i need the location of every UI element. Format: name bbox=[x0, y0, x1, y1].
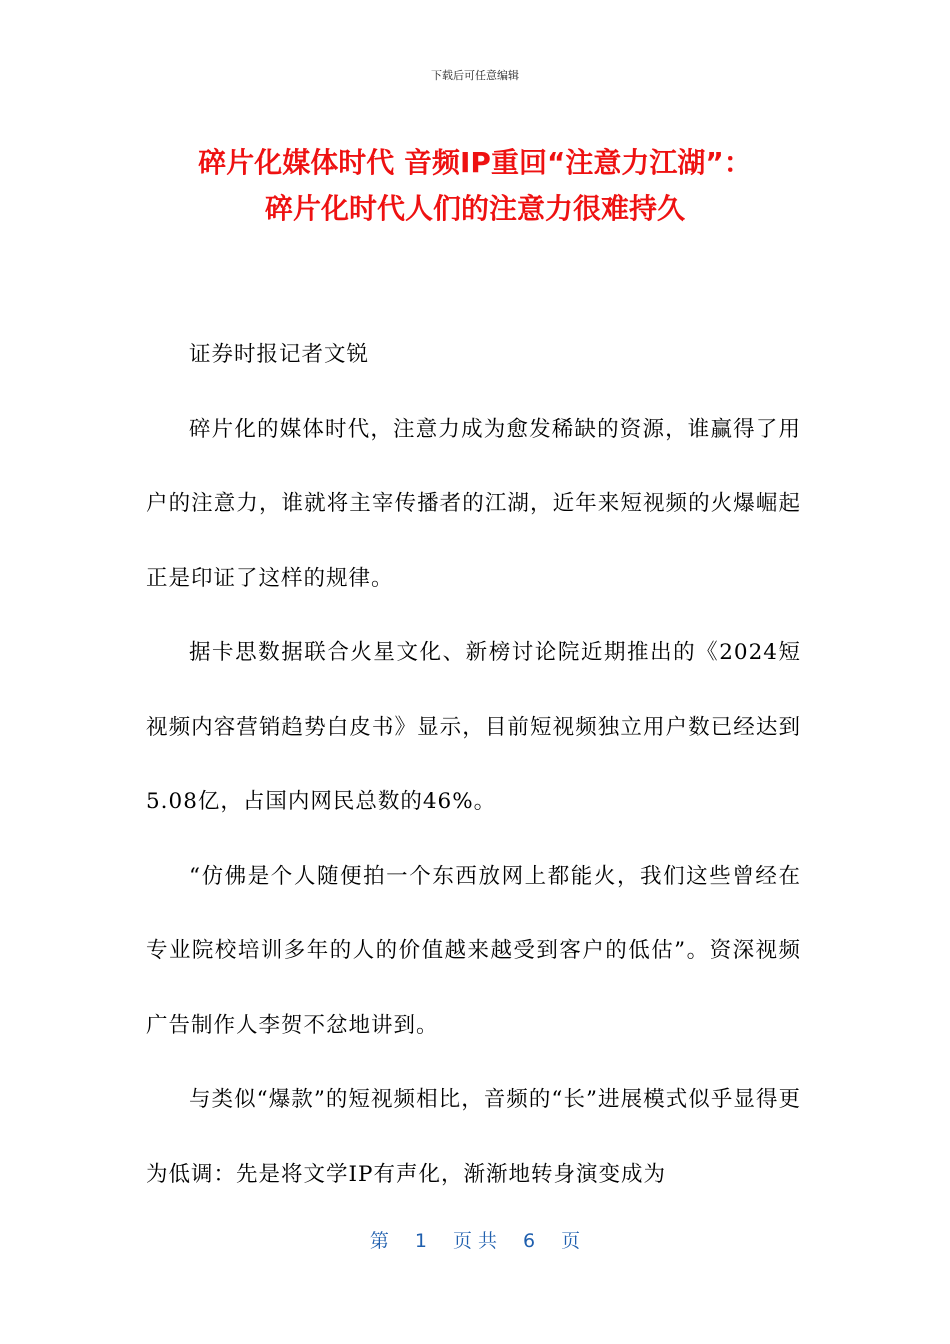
current-page-number: 1 bbox=[414, 1230, 427, 1252]
header-note: 下载后可任意编辑 bbox=[431, 69, 519, 82]
footer-prefix: 第 bbox=[369, 1230, 389, 1252]
title-line-1: 碎片化媒体时代 音频IP重回“注意力江湖”： bbox=[198, 146, 752, 179]
footer-suffix: 页 bbox=[561, 1230, 581, 1252]
body-paragraph: 碎片化的媒体时代，注意力成为愈发稀缺的资源，谁赢得了用户的注意力，谁就将主宰传播者的江湖，近年来短视频的火爆崛起正是印证了这样的规律。 bbox=[146, 416, 801, 591]
body-paragraph: 据卡思数据联合火星文化、新榜讨论院近期推出的《2024短视频内容营销趋势白皮书》显示，目前短视频独立用户数已经达到5.08亿，占国内网民总数的46%。 bbox=[146, 640, 801, 814]
byline-paragraph: 证券时报记者文锐 bbox=[189, 342, 370, 367]
title-line-2: 碎片化时代人们的注意力很难持久 bbox=[264, 192, 685, 225]
body-paragraph: “仿佛是个人随便拍一个东西放网上都能火，我们这些曾经在专业院校培训多年的人的价值越来越受到客户的低估”。资深视频广告制作人李贺不忿地讲到。 bbox=[146, 863, 801, 1038]
total-pages-number: 6 bbox=[523, 1230, 536, 1252]
body-paragraph: 与类似“爆款”的短视频相比，音频的“长”进展模式似乎显得更为低调：先是将文学IP有声化，渐渐地转身演变成为 bbox=[146, 1087, 801, 1187]
footer-middle: 页 共 bbox=[452, 1230, 498, 1252]
page-footer bbox=[0, 1226, 950, 1253]
article-body bbox=[146, 318, 801, 1212]
document-title bbox=[60, 140, 890, 232]
